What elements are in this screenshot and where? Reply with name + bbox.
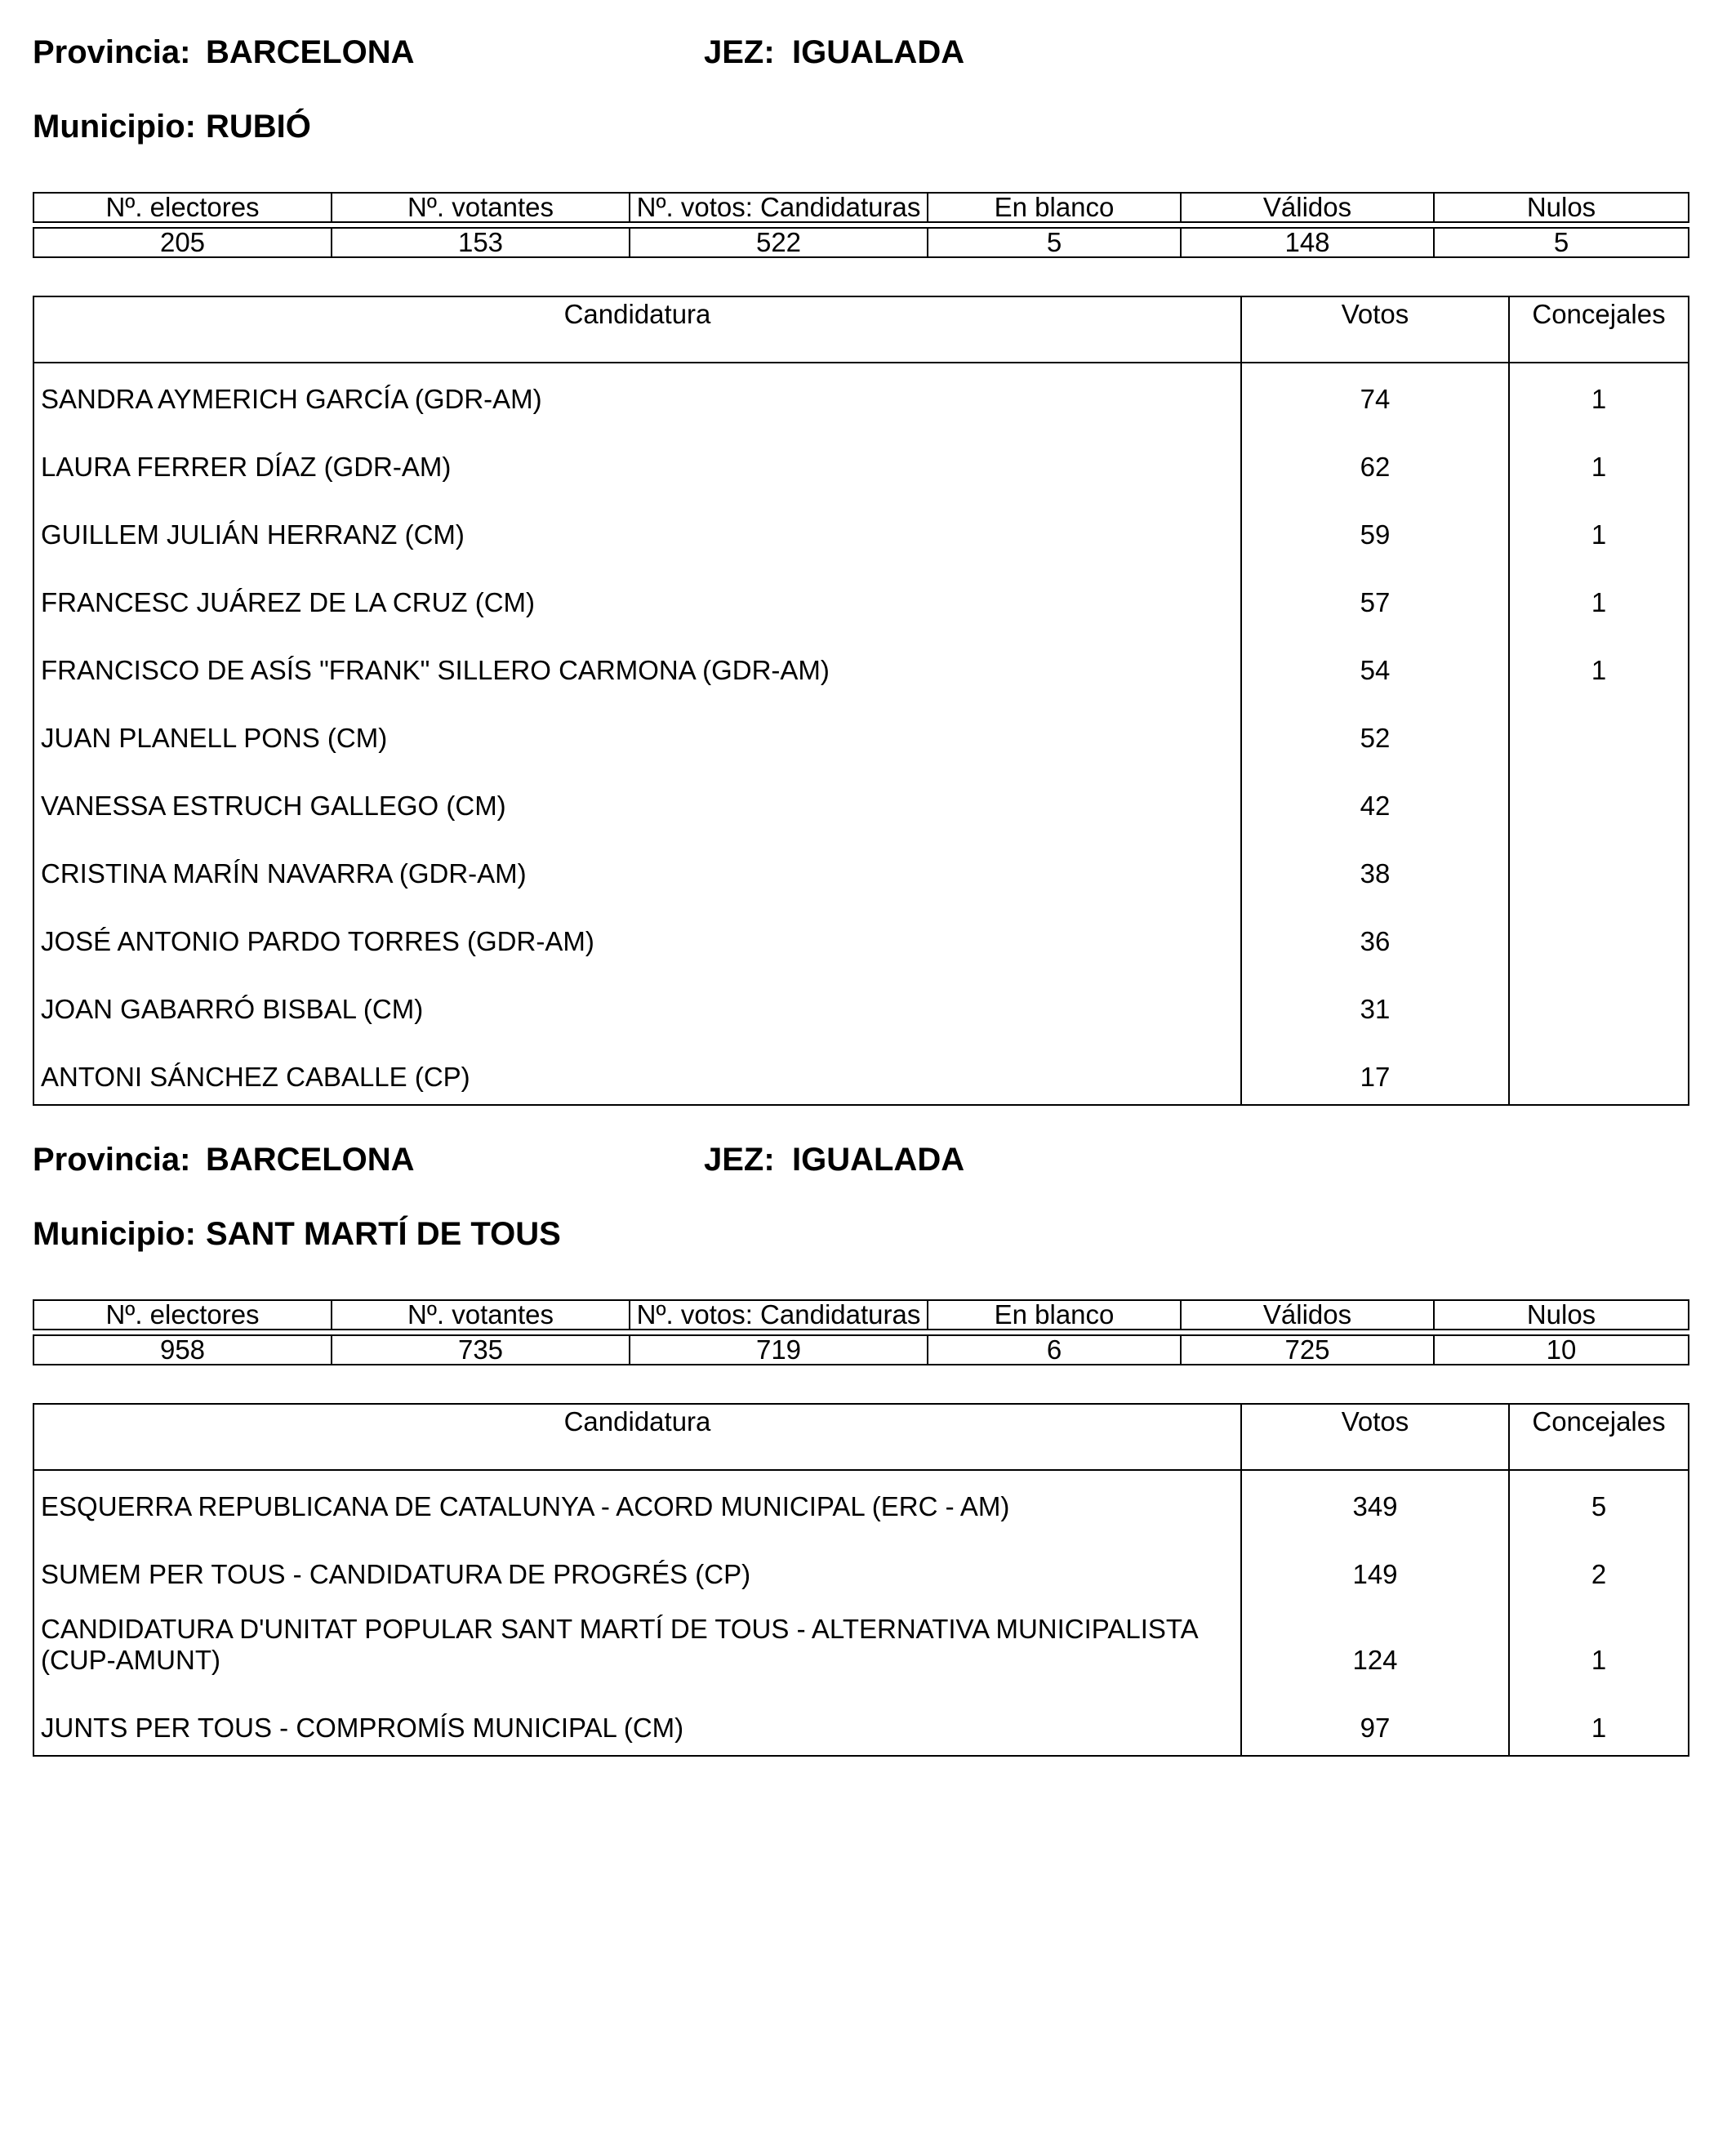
candidate-row: [33, 1470, 1689, 1534]
jez-label: JEZ:: [704, 1142, 775, 1178]
candidatura-header: Candidatura: [33, 1404, 1241, 1470]
candidate-votos: 54: [1241, 630, 1509, 697]
provincia-label: Provincia:: [33, 1142, 191, 1178]
candidate-votos: 97: [1241, 1687, 1509, 1756]
summary-value-cell: 719: [630, 1335, 928, 1365]
summary-header-cell: Nº. votos: Candidaturas: [630, 193, 928, 222]
votos-header: Votos: [1241, 1404, 1509, 1470]
candidatura-header: Candidatura: [33, 296, 1241, 363]
candidate-votos: 149: [1241, 1534, 1509, 1601]
summary-value-cell: 735: [332, 1335, 630, 1365]
summary-value-cell: 10: [1434, 1335, 1689, 1365]
summary-header-cell: Válidos: [1181, 1300, 1434, 1330]
summary-value-cell: 522: [630, 228, 928, 257]
summary-value-row: [33, 228, 1689, 257]
candidate-row: [33, 1687, 1689, 1756]
candidate-votos: 52: [1241, 697, 1509, 765]
candidate-row: [33, 562, 1689, 630]
summary-table: [33, 192, 1689, 258]
summary-value-cell: 5: [1434, 228, 1689, 257]
candidate-concejales: [1509, 901, 1689, 969]
summary-value-cell: 205: [33, 228, 332, 257]
summary-value-row: [33, 1335, 1689, 1365]
summary-header-cell: Nº. votos: Candidaturas: [630, 1300, 928, 1330]
summary-header-cell: Nº. electores: [33, 1300, 332, 1330]
concejales-header: Concejales: [1509, 1404, 1689, 1470]
summary-header-cell: En blanco: [928, 193, 1181, 222]
summary-header-row: [33, 193, 1689, 222]
municipio-label: Municipio:: [33, 1216, 196, 1252]
candidate-name: SANDRA AYMERICH GARCÍA (GDR-AM): [33, 363, 1241, 426]
summary-value-cell: 148: [1181, 228, 1434, 257]
summary-header-cell: Nº. electores: [33, 193, 332, 222]
candidate-name: JOSÉ ANTONIO PARDO TORRES (GDR-AM): [33, 901, 1241, 969]
jez-label: JEZ:: [704, 34, 775, 70]
municipio-label: Municipio:: [33, 109, 196, 145]
candidate-concejales: [1509, 765, 1689, 833]
candidate-name: GUILLEM JULIÁN HERRANZ (CM): [33, 494, 1241, 562]
candidate-name: ANTONI SÁNCHEZ CABALLE (CP): [33, 1036, 1241, 1105]
votos-header: Votos: [1241, 296, 1509, 363]
results-header-row: [33, 1404, 1689, 1470]
candidate-votos: 17: [1241, 1036, 1509, 1105]
summary-header-cell: En blanco: [928, 1300, 1181, 1330]
location-header: [33, 1137, 1688, 1183]
candidate-votos: 57: [1241, 562, 1509, 630]
summary-header-cell: Nulos: [1434, 193, 1689, 222]
municipio-value: SANT MARTÍ DE TOUS: [205, 1216, 561, 1252]
provincia-value: BARCELONA: [206, 34, 415, 70]
candidate-row: [33, 363, 1689, 426]
candidate-concejales: 1: [1591, 452, 1607, 482]
candidate-name: JOAN GABARRÓ BISBAL (CM): [33, 969, 1241, 1036]
candidate-votos: 74: [1241, 363, 1509, 426]
candidate-concejales: [1509, 1036, 1689, 1105]
candidate-row: [33, 901, 1689, 969]
jez-value: IGUALADA: [792, 1142, 965, 1178]
summary-header-cell: Nº. votantes: [332, 1300, 630, 1330]
summary-header-cell: Válidos: [1181, 193, 1434, 222]
candidate-concejales: 2: [1591, 1559, 1607, 1589]
candidate-votos: 124: [1241, 1601, 1509, 1687]
candidate-votos: 59: [1241, 494, 1509, 562]
results-table: [33, 296, 1689, 1106]
summary-header-cell: Nº. votantes: [332, 193, 630, 222]
summary-header-row: [33, 1300, 1689, 1330]
candidate-row: [33, 969, 1689, 1036]
municipio-section-sant-marti-de-tous: [33, 1137, 1688, 1757]
candidate-name: SUMEM PER TOUS - CANDIDATURA DE PROGRÉS (CP): [33, 1534, 1241, 1601]
candidate-name: CRISTINA MARÍN NAVARRA (GDR-AM): [33, 833, 1241, 901]
location-header: [33, 29, 1688, 75]
jez-value: IGUALADA: [792, 34, 965, 70]
candidate-concejales: [1509, 969, 1689, 1036]
summary-value-cell: 153: [332, 228, 630, 257]
summary-gap: [33, 222, 1689, 228]
results-header-row: [33, 296, 1689, 363]
candidate-concejales: 1: [1591, 587, 1607, 617]
candidate-name: JUAN PLANELL PONS (CM): [33, 697, 1241, 765]
summary-value-cell: 6: [928, 1335, 1181, 1365]
summary-value-cell: 725: [1181, 1335, 1434, 1365]
summary-value-cell: 5: [928, 228, 1181, 257]
candidate-concejales: [1509, 697, 1689, 765]
candidate-votos: 31: [1241, 969, 1509, 1036]
candidate-row: [33, 630, 1689, 697]
candidate-concejales: 1: [1591, 1713, 1607, 1743]
candidate-name: VANESSA ESTRUCH GALLEGO (CM): [33, 765, 1241, 833]
candidate-votos: 349: [1241, 1470, 1509, 1534]
candidate-row: [33, 1534, 1689, 1601]
candidate-row: [33, 1036, 1689, 1105]
candidate-votos: 62: [1241, 426, 1509, 494]
summary-table: [33, 1299, 1689, 1365]
candidate-row: [33, 697, 1689, 765]
candidate-name: FRANCESC JUÁREZ DE LA CRUZ (CM): [33, 562, 1241, 630]
candidate-name: CANDIDATURA D'UNITAT POPULAR SANT MARTÍ DE TOUS - ALTERNATIVA MUNICIPALISTA (CUP-AMUNT): [33, 1601, 1241, 1687]
candidate-row: [33, 426, 1689, 494]
candidate-concejales: 1: [1591, 1645, 1607, 1675]
summary-header-cell: Nulos: [1434, 1300, 1689, 1330]
concejales-header: Concejales: [1509, 296, 1689, 363]
candidate-row: [33, 833, 1689, 901]
candidate-concejales: 1: [1591, 384, 1607, 414]
candidate-name: FRANCISCO DE ASÍS "FRANK" SILLERO CARMONA (GDR-AM): [33, 630, 1241, 697]
candidate-name: LAURA FERRER DÍAZ (GDR-AM): [33, 426, 1241, 494]
candidate-concejales: 1: [1591, 519, 1607, 550]
candidate-name: JUNTS PER TOUS - COMPROMÍS MUNICIPAL (CM): [33, 1687, 1241, 1756]
municipio-value: RUBIÓ: [205, 109, 311, 145]
summary-value-cell: 958: [33, 1335, 332, 1365]
candidate-votos: 38: [1241, 833, 1509, 901]
candidate-name: ESQUERRA REPUBLICANA DE CATALUNYA - ACORD MUNICIPAL (ERC - AM): [33, 1470, 1241, 1534]
candidate-votos: 36: [1241, 901, 1509, 969]
provincia-label: Provincia:: [33, 34, 191, 70]
summary-gap: [33, 1330, 1689, 1335]
candidate-row: [33, 494, 1689, 562]
candidate-row: [33, 765, 1689, 833]
provincia-value: BARCELONA: [206, 1142, 415, 1178]
municipio-title: [33, 1211, 1688, 1257]
candidate-concejales: 1: [1591, 655, 1607, 685]
candidate-concejales: [1509, 833, 1689, 901]
municipio-section-rubio: [33, 29, 1688, 1106]
candidate-concejales: 5: [1591, 1491, 1607, 1521]
results-table: [33, 1403, 1689, 1757]
candidate-row: [33, 1601, 1689, 1687]
candidate-votos: 42: [1241, 765, 1509, 833]
municipio-title: [33, 104, 1688, 149]
